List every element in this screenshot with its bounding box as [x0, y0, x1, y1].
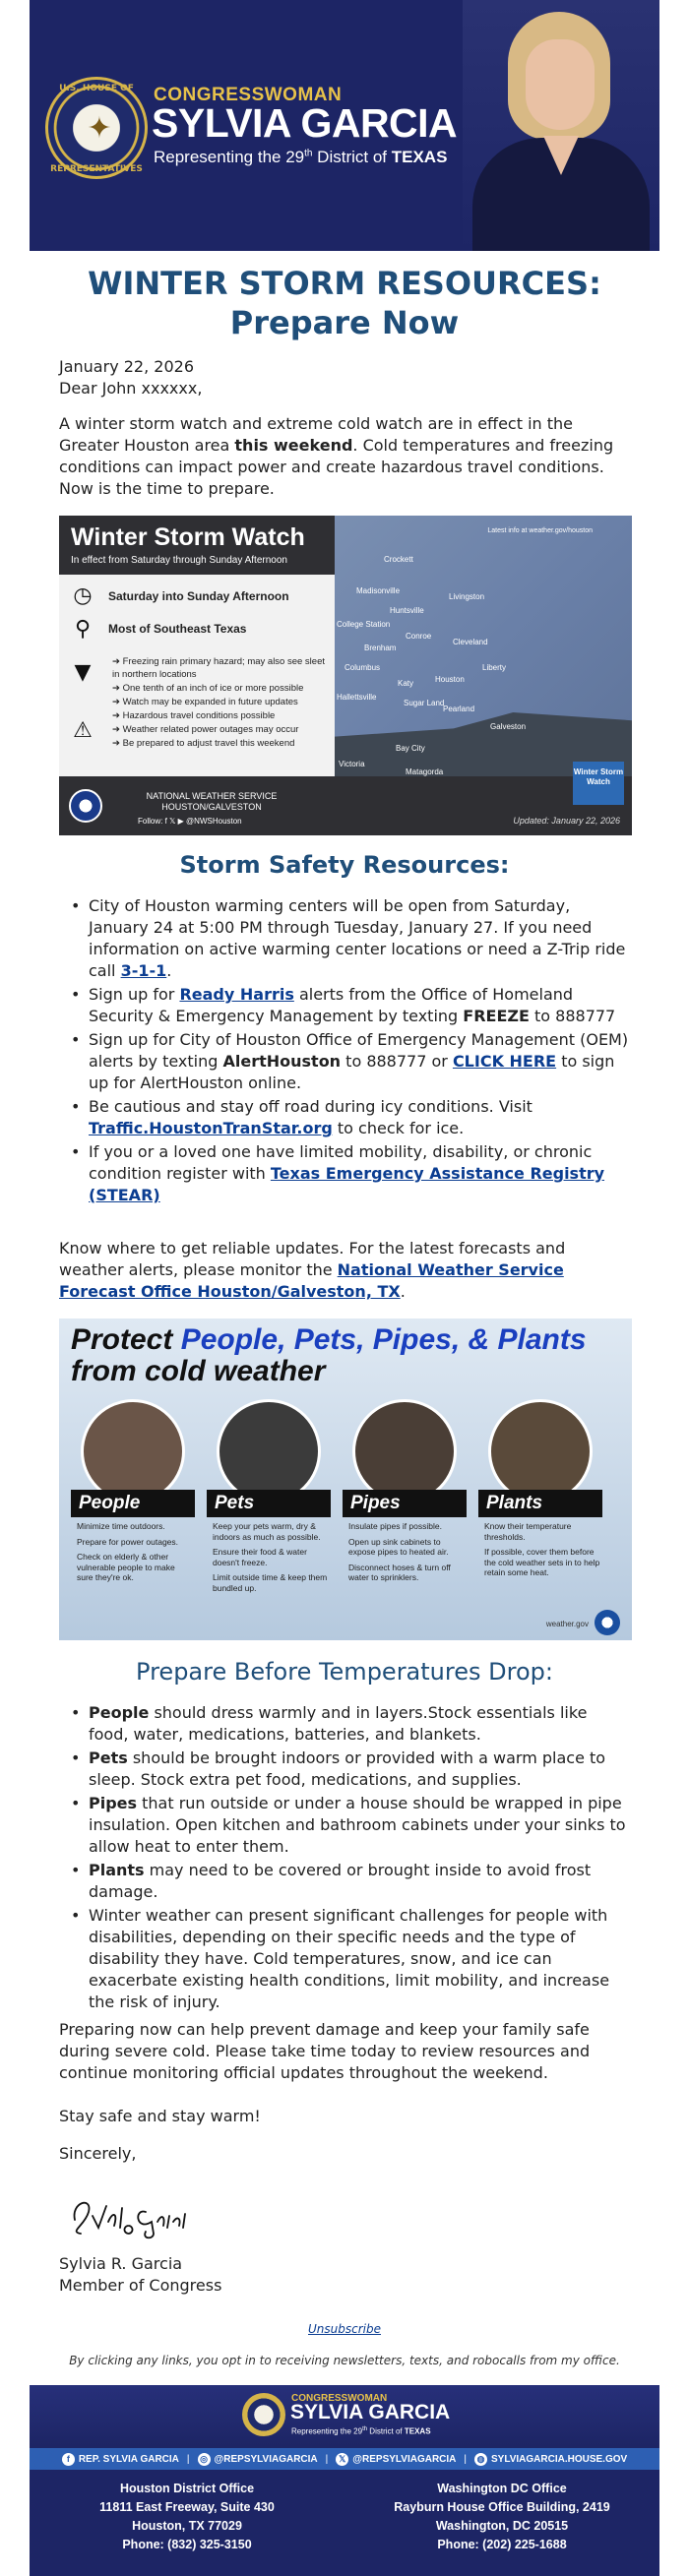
nws-follow: Follow: f 𝕏 ▶ @NWSHouston: [138, 817, 242, 826]
protect-label: People: [71, 1490, 195, 1517]
storm-when: Saturday into Sunday Afternoon: [108, 589, 289, 603]
nws-logo: [69, 789, 102, 823]
email-date: January 22, 2026: [59, 357, 194, 376]
header-sub-prefix: Representing the 29: [154, 148, 305, 166]
email-greeting: Dear John xxxxxx,: [59, 379, 203, 398]
protect-label: Plants: [478, 1490, 602, 1517]
map-city: Brenham: [364, 644, 397, 652]
header-name-last: GARCIA: [300, 100, 458, 146]
call-311-link[interactable]: 3-1-1: [120, 961, 167, 980]
map-city: Houston: [435, 675, 465, 684]
list-item: • People should dress warmly and in layers.Stock essentials like food, water, medications, batteries, and blankets.: [69, 1702, 630, 1746]
list-item: • Plants may need to be covered or brought inside to avoid frost damage.: [69, 1860, 630, 1903]
separator: |: [325, 2453, 329, 2465]
prepare-heading: Prepare Before Temperatures Drop:: [136, 1658, 553, 1686]
list-item: • If you or a loved one have limited mobility, disability, or chronic condition register with Texas Emergency Assistance Registry (STEAR): [69, 1141, 630, 1206]
stay-safe-text: Stay safe and stay warm!: [59, 2107, 261, 2125]
facebook-icon: f: [62, 2453, 75, 2466]
alerthouston-click-here-link[interactable]: CLICK HERE: [452, 1052, 557, 1071]
protect-tips: Insulate pipes if possible. Open up sink cabinets to expose pipes to heated air. Disconnect hoses & turn off water to sprinklers.: [348, 1521, 451, 1582]
instagram-icon: ◎: [198, 2453, 211, 2466]
office-phone: Phone: (202) 225-1688: [437, 2538, 567, 2551]
optin-notice: By clicking any links, you opt in to receiving newsletters, texts, and robocalls from my office.: [69, 2354, 620, 2367]
x-twitter-link[interactable]: 𝕏 @REPSYLVIAGARCIA: [336, 2453, 456, 2466]
prepare-list: [69, 1702, 630, 2015]
intro-paragraph: [59, 413, 630, 500]
protect-column-pipes: [343, 1399, 467, 1621]
map-city: Liberty: [482, 663, 507, 672]
stear-link[interactable]: Texas Emergency Assistance Registry (STEAR): [89, 1164, 605, 1204]
list-item: • Sign up for City of Houston Office of Emergency Management (OEM) alerts by texting AlertHouston to 888777 or CLICK HERE to sign up for AlertHouston online.: [69, 1029, 630, 1094]
office-name: Houston District Office: [119, 2482, 255, 2495]
protect-tips: Know their temperature thresholds. If possible, cover them before the cold weather sets in to help retain some heat.: [484, 1521, 600, 1577]
map-city: Matagorda: [406, 767, 444, 776]
list-item: • Be cautious and stay off road during icy conditions. Visit Traffic.HoustonTranStar.org to check for ice.: [69, 1096, 630, 1139]
map-city: Crockett: [384, 555, 413, 564]
storm-bullet: ➔ Be prepared to adjust travel this weekend: [112, 738, 295, 749]
footer-kicker: CONGRESSWOMAN: [291, 2393, 388, 2404]
list-item: • Winter weather can present significant challenges for people with disabilities, depending on their specific needs and the type of disability they have. Cold temperatures, snow, and ice can exacerbate existing health conditions, limit mobility, and increase the risk of injury.: [69, 1905, 630, 2013]
unsubscribe-link[interactable]: Unsubscribe: [308, 2322, 381, 2336]
map-city: Huntsville: [390, 606, 424, 615]
seal-bottom-text: REPRESENTATIVES: [50, 164, 143, 174]
storm-bullets: [112, 655, 331, 751]
list-item: • Sign up for Ready Harris alerts from the Office of Homeland Security & Emergency Management by texting FREEZE to 888777: [69, 984, 630, 1027]
intro-bold: this weekend: [234, 436, 353, 455]
footer-subtitle: Representing the 29th District of TEXAS: [291, 2426, 431, 2436]
map-city: Conroe: [406, 632, 432, 641]
reliable-updates-paragraph: Know where to get reliable updates. For the latest forecasts and weather alerts, please monitor the National Weather Service Forecast Office Houston/Galveston, TX.: [59, 1239, 566, 1301]
plants-photo: [488, 1399, 593, 1503]
website-link[interactable]: ◍ SYLVIAGARCIA.HOUSE.GOV: [474, 2453, 627, 2466]
header-sub-sup: th: [304, 148, 313, 159]
intro-text-2: . Cold temperatures and freezing conditions can impact power and create hazardous travel conditions. Now is the time to prepare.: [59, 436, 614, 498]
map-city: Hallettsville: [337, 693, 377, 702]
protect-heading: Protect People, Pets, Pipes, & Plants from cold weather: [71, 1323, 587, 1387]
storm-bullet: ➔ Watch may be expanded in future updates: [112, 697, 298, 707]
globe-icon: ◍: [474, 2453, 487, 2466]
office-name: Washington DC Office: [437, 2482, 567, 2495]
pets-photo: [217, 1399, 321, 1503]
storm-watch-badge: Winter Storm Watch: [573, 762, 624, 805]
southeast-texas-map: [335, 516, 632, 793]
warning-icon: ⚠: [73, 718, 93, 743]
eagle-icon: ✦: [87, 111, 112, 146]
map-city: Madisonville: [356, 586, 401, 595]
dc-office: [344, 2480, 659, 2554]
nws-office: NATIONAL WEATHER SERVICE HOUSTON/GALVESTON: [146, 791, 278, 812]
storm-where: Most of Southeast Texas: [108, 622, 247, 636]
transtar-link[interactable]: Traffic.HoustonTranStar.org: [89, 1119, 333, 1137]
list-item: • Pets should be brought indoors or provided with a warm place to sleep. Stock extra pet food, medications, and supplies.: [69, 1748, 630, 1791]
storm-bullet: ➔ Freezing rain primary hazard; may also see sleet in northern locations: [112, 656, 326, 680]
footer: [30, 2385, 659, 2576]
map-city: Sugar Land: [404, 699, 445, 707]
protect-column-pets: [207, 1399, 331, 1621]
email-container: [30, 0, 659, 2576]
storm-bullet: ➔ Weather related power outages may occur: [112, 724, 299, 735]
pipes-photo: [352, 1399, 457, 1503]
header-kicker: CONGRESSWOMAN: [154, 85, 343, 105]
storm-updated: Updated: January 22, 2026: [513, 816, 620, 826]
social-links-bar: [30, 2448, 659, 2470]
seal-top-text: U.S. HOUSE OF: [59, 84, 134, 93]
location-pin-icon: ⚲: [74, 617, 92, 642]
storm-latest-info: Latest info at weather.gov/houston: [487, 527, 593, 534]
office-phone: Phone: (832) 325-3150: [122, 2538, 252, 2551]
header-subtitle: [154, 148, 447, 167]
separator: |: [186, 2453, 190, 2465]
map-city: Cleveland: [453, 638, 488, 646]
office-city: Houston, TX 77029: [132, 2519, 242, 2533]
office-city: Washington, DC 20515: [435, 2519, 569, 2533]
map-city: Galveston: [490, 722, 527, 731]
storm-bullet: ➔ One tenth of an inch of ice or more possible: [112, 683, 304, 694]
intro-text-1: A winter storm watch and extreme cold watch are in effect in the Greater Houston area: [59, 414, 574, 455]
icicle-icon: ▼: [74, 660, 92, 685]
signer-name: Sylvia R. Garcia: [59, 2254, 183, 2273]
ready-harris-link[interactable]: Ready Harris: [179, 985, 294, 1004]
header-name-first: SYLVIA: [152, 100, 290, 146]
house-seal-logo: [45, 77, 148, 179]
protect-label: Pipes: [343, 1490, 467, 1517]
protect-column-plants: [478, 1399, 602, 1621]
email-title: WINTER STORM RESOURCES: Prepare Now: [88, 265, 601, 341]
handwritten-signature: [63, 2182, 211, 2241]
instagram-link[interactable]: ◎ @REPSYLVIAGARCIA: [198, 2453, 318, 2466]
header-banner: [30, 0, 659, 251]
map-city: Columbus: [344, 663, 381, 672]
unsubscribe-row: [30, 2322, 659, 2336]
clock-icon: ◷: [73, 583, 93, 608]
header-sub-mid: District of: [312, 148, 392, 166]
facebook-link[interactable]: f REP. SYLVIA GARCIA: [62, 2453, 179, 2466]
separator: |: [464, 2453, 467, 2465]
houston-office: [30, 2480, 344, 2554]
map-city: Livingston: [449, 592, 485, 601]
noaa-logo: [595, 1610, 620, 1635]
weather-gov-label: weather.gov: [545, 1620, 589, 1628]
map-city: Victoria: [339, 760, 365, 768]
list-item: • City of Houston warming centers will be open from Saturday, January 24 at 5:00 PM through Tuesday, January 27. If you need information on active warming center locations or need a Z-Trip ride call 3-1-1.: [69, 895, 630, 982]
map-city: College Station: [337, 620, 391, 629]
resources-list: [69, 895, 630, 1208]
resources-heading: Storm Safety Resources:: [179, 851, 510, 879]
office-address: 11811 East Freeway, Suite 430: [99, 2500, 275, 2514]
congresswoman-portrait: [463, 0, 659, 251]
protect-tips: Minimize time outdoors. Prepare for power outages. Check on elderly & other vulnerable people to make sure they're ok.: [77, 1521, 179, 1582]
winter-storm-watch-graphic[interactable]: [59, 516, 632, 835]
x-icon: 𝕏: [336, 2453, 348, 2466]
sincerely-text: Sincerely,: [59, 2144, 137, 2163]
signer-role: Member of Congress: [59, 2276, 222, 2295]
header-sub-state: TEXAS: [391, 148, 448, 166]
map-city: Pearland: [443, 705, 475, 713]
footer-seal-logo: [242, 2393, 285, 2436]
storm-watch-title: Winter Storm Watch: [71, 523, 305, 551]
storm-bullet: ➔ Hazardous travel conditions possible: [112, 710, 276, 721]
list-item: • Pipes that run outside or under a house should be wrapped in pipe insulation. Open kitchen and bathroom cabinets under your sinks to allow heat to enter them.: [69, 1793, 630, 1858]
header-name: [152, 100, 457, 147]
closing-paragraph: Preparing now can help prevent damage and keep your family safe during severe cold. Please take time today to review resources and continue monitoring official updates throughout the weekend.: [59, 2020, 591, 2082]
footer-name: SYLVIA GARCIA: [290, 2401, 451, 2423]
map-city: Bay City: [396, 744, 425, 753]
map-city: Katy: [398, 679, 414, 688]
office-address: Rayburn House Office Building, 2419: [394, 2500, 610, 2514]
protect-column-people: [71, 1399, 195, 1621]
protect-tips: Keep your pets warm, dry & indoors as much as possible. Ensure their food & water doesn't freeze. Limit outside time & keep them bundled up.: [213, 1521, 328, 1593]
nws-houston-link[interactable]: National Weather Service Forecast Office Houston/Galveston, TX: [59, 1260, 564, 1301]
storm-watch-subtitle: In effect from Saturday through Sunday Afternoon: [71, 555, 287, 566]
people-photo: [81, 1399, 185, 1503]
protect-people-pets-pipes-plants-graphic[interactable]: [59, 1319, 632, 1640]
protect-label: Pets: [207, 1490, 331, 1517]
